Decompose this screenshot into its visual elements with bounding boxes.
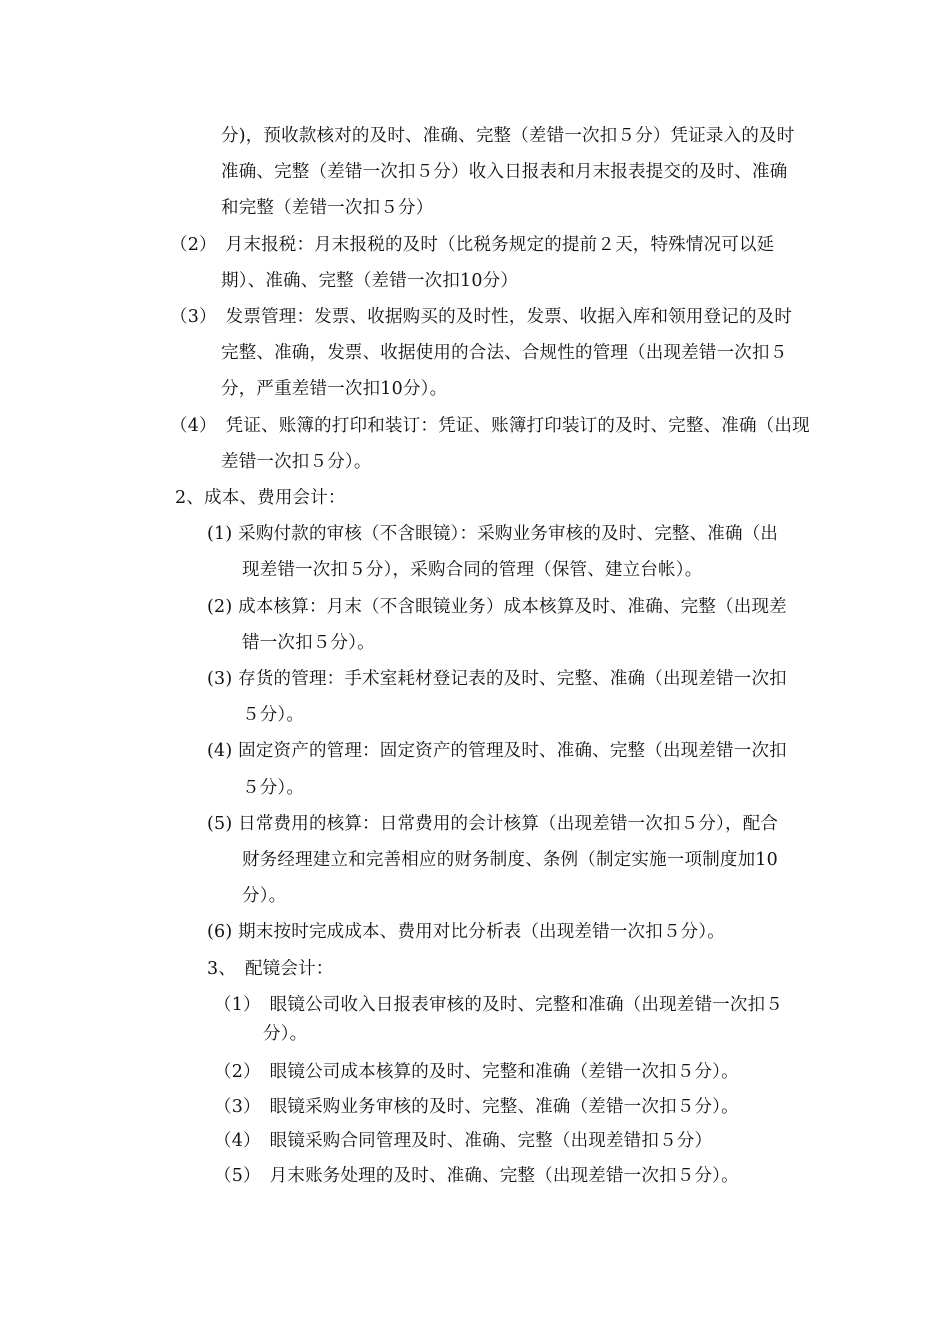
- section-heading: 2、成本、费用会计：: [175, 488, 346, 508]
- text-line: 财务经理建立和完善相应的财务制度、条例（制定实施一项制度加10: [242, 850, 778, 870]
- text-line: 分)，预收款核对的及时、准确、完整（差错一次扣５分）凭证录入的及时: [221, 126, 795, 146]
- text-line: (3) 存货的管理：手术室耗材登记表的及时、完整、准确（出现差错一次扣: [207, 669, 787, 689]
- text-line: （2） 眼镜公司成本核算的及时、完整和准确（差错一次扣５分）。: [214, 1062, 739, 1082]
- text-line: （3） 眼镜采购业务审核的及时、完整、准确（差错一次扣５分）。: [214, 1097, 739, 1117]
- text-line: 分）。: [242, 886, 287, 906]
- text-line: (1) 采购付款的审核（不含眼镜）：采购业务审核的及时、完整、准确（出: [207, 524, 779, 544]
- text-line: （1） 眼镜公司收入日报表审核的及时、完整和准确（出现差错一次扣５: [214, 995, 783, 1015]
- text-line: （2） 月末报税：月末报税的及时（比税务规定的提前２天，特殊情况可以延: [170, 235, 775, 255]
- text-line: 分，严重差错一次扣10分）。: [221, 379, 448, 399]
- text-line: ５分）。: [242, 705, 305, 725]
- text-line: 完整、准确，发票、收据使用的合法、合规性的管理（出现差错一次扣５: [221, 343, 788, 363]
- section-heading: 3、 配镜会计：: [207, 959, 334, 979]
- text-line: 和完整（差错一次扣５分）: [221, 198, 434, 218]
- text-line: 准确、完整（差错一次扣５分）收入日报表和月末报表提交的及时、准确: [221, 162, 788, 182]
- text-line: （4） 凭证、账簿的打印和装订：凭证、账簿打印装订的及时、完整、准确（出现: [170, 416, 810, 436]
- text-line: (5) 日常费用的核算：日常费用的会计核算（出现差错一次扣５分），配合: [207, 814, 779, 834]
- text-line: （5） 月末账务处理的及时、准确、完整（出现差错一次扣５分）。: [214, 1166, 739, 1186]
- text-line: 现差错一次扣５分），采购合同的管理（保管、建立台帐）。: [242, 560, 703, 580]
- text-line: 错一次扣５分）。: [242, 633, 375, 653]
- text-line: 期）、准确、完整（差错一次扣10分）: [221, 271, 519, 291]
- text-line: （3） 发票管理：发票、收据购买的及时性，发票、收据入库和领用登记的及时: [170, 307, 793, 327]
- text-line: 差错一次扣５分）。: [221, 452, 372, 472]
- text-line: （4） 眼镜采购合同管理及时、准确、完整（出现差错扣５分）: [214, 1131, 713, 1151]
- text-line: (2) 成本核算：月末（不含眼镜业务）成本核算及时、准确、完整（出现差: [207, 597, 787, 617]
- text-line: 分）。: [263, 1024, 308, 1044]
- text-line: ５分）。: [242, 778, 305, 798]
- text-line: (4) 固定资产的管理：固定资产的管理及时、准确、完整（出现差错一次扣: [207, 741, 787, 761]
- text-line: (6) 期末按时完成成本、费用对比分析表（出现差错一次扣５分）。: [207, 922, 725, 942]
